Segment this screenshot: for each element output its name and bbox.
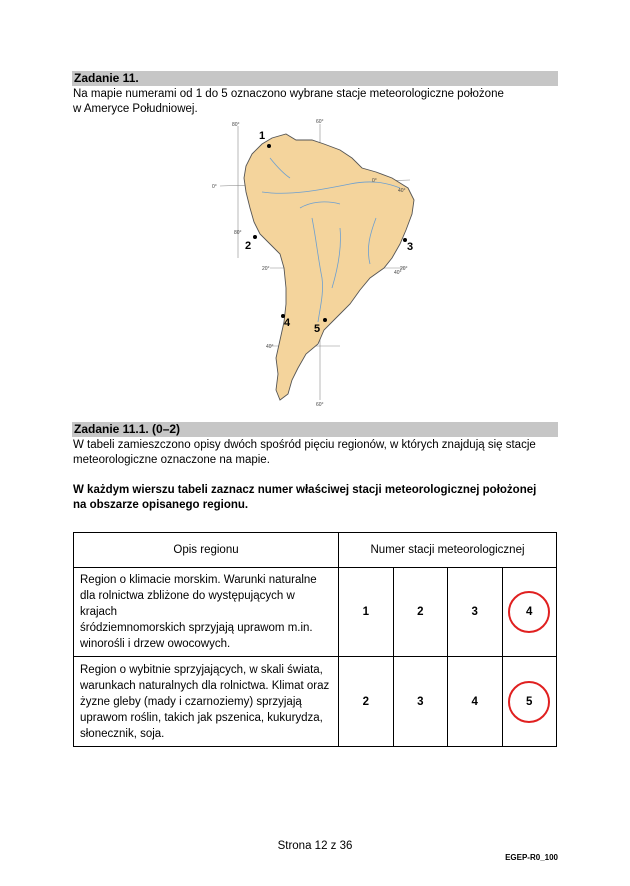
- lon-label: 40°: [394, 270, 402, 276]
- station-2-label: 2: [245, 240, 252, 252]
- exam-code: EGEP-R0_100: [505, 853, 558, 862]
- lat-label: 20°: [262, 266, 270, 272]
- lon-label: 40°: [398, 188, 406, 194]
- desc-line: dla rolnictwa zbliżone do występujących w krajach: [80, 590, 295, 618]
- desc-line: Region o klimacie morskim. Warunki naturalne: [80, 574, 317, 586]
- lat-label: 20°: [400, 266, 408, 272]
- option-cell-selected[interactable]: [502, 657, 557, 747]
- option-number: 2: [362, 695, 369, 708]
- station-5-label: 5: [314, 323, 321, 335]
- subtask-text: [73, 438, 558, 468]
- desc-line: uprawom roślin, takich jak pszenica, kukurydza,: [80, 711, 323, 724]
- task-header: [72, 71, 558, 86]
- task-text: [73, 87, 558, 117]
- table-header-row: [74, 533, 557, 568]
- station-5-marker: [323, 318, 327, 322]
- option-number: 2: [417, 606, 424, 618]
- option-cell[interactable]: [448, 568, 502, 657]
- station-1-label: 1: [259, 130, 266, 142]
- option-cell[interactable]: [339, 657, 393, 747]
- option-cell[interactable]: [393, 657, 447, 747]
- option-number: 4: [526, 606, 533, 618]
- lon-label: 60°: [316, 402, 324, 408]
- lon-label: 80°: [232, 122, 240, 128]
- region-description: [74, 657, 339, 747]
- instruction: [73, 483, 558, 513]
- table-row: [74, 657, 557, 747]
- subtask-header-text: Zadanie 11.1. (0–2): [74, 422, 181, 436]
- instruction-line: W każdym wierszu tabeli zaznacz numer właściwej stacji meteorologicznej położonej: [73, 484, 537, 496]
- desc-line: warunkach naturalnych dla rolnictwa. Klimat oraz: [80, 679, 330, 692]
- desc-line: Region o wybitnie sprzyjających, w skali świata,: [80, 663, 323, 676]
- lat-label: 0°: [372, 178, 377, 184]
- lat-label: 0°: [212, 184, 217, 190]
- task-header-text: Zadanie 11.: [74, 71, 139, 85]
- header-desc: Opis regionu: [74, 533, 339, 568]
- station-3-label: 3: [407, 241, 414, 253]
- subtask-header: [72, 422, 558, 437]
- option-cell[interactable]: [393, 568, 447, 657]
- option-number: 5: [526, 695, 533, 708]
- option-cell[interactable]: [339, 568, 393, 657]
- subtask-text-line: meteorologiczne oznaczone na mapie.: [73, 454, 270, 466]
- option-number: 3: [417, 695, 424, 708]
- region-description: [74, 568, 339, 657]
- task-text-line: Na mapie numerami od 1 do 5 oznaczono wybrane stacje meteorologiczne położone: [73, 88, 504, 100]
- station-2-marker: [253, 235, 257, 239]
- desc-line: słonecznik, soja.: [80, 727, 165, 740]
- instruction-line: na obszarze opisanego regionu.: [73, 499, 249, 511]
- desc-line: żyzne gleby (mady i czarnoziemy) sprzyjają: [80, 695, 302, 708]
- answer-table: [73, 532, 557, 747]
- option-number: 4: [471, 695, 478, 708]
- south-america-map: [200, 118, 430, 410]
- option-number: 3: [471, 606, 478, 618]
- option-number: 1: [362, 606, 369, 618]
- station-1-marker: [267, 144, 271, 148]
- desc-line: winorośli i drzew owocowych.: [80, 638, 231, 650]
- page-number: Strona 12 z 36: [277, 840, 353, 852]
- header-num: Numer stacji meteorologicznej: [339, 533, 557, 568]
- station-4-label: 4: [284, 317, 291, 329]
- lat-label: 40°: [266, 344, 274, 350]
- desc-line: śródziemnomorskich sprzyjają uprawom m.in.: [80, 622, 313, 634]
- subtask-text-line: W tabeli zamieszczono opisy dwóch spośród pięciu regionów, w których znajdują się stacje: [73, 439, 536, 451]
- answer-circle: [508, 681, 550, 723]
- table-row: [74, 568, 557, 657]
- lon-label: 60°: [316, 119, 324, 125]
- task-text-line: w Ameryce Południowej.: [73, 103, 198, 115]
- answer-circle: [508, 591, 550, 633]
- option-cell[interactable]: [448, 657, 502, 747]
- option-cell-selected[interactable]: [502, 568, 557, 657]
- lon-label: 80°: [234, 230, 242, 236]
